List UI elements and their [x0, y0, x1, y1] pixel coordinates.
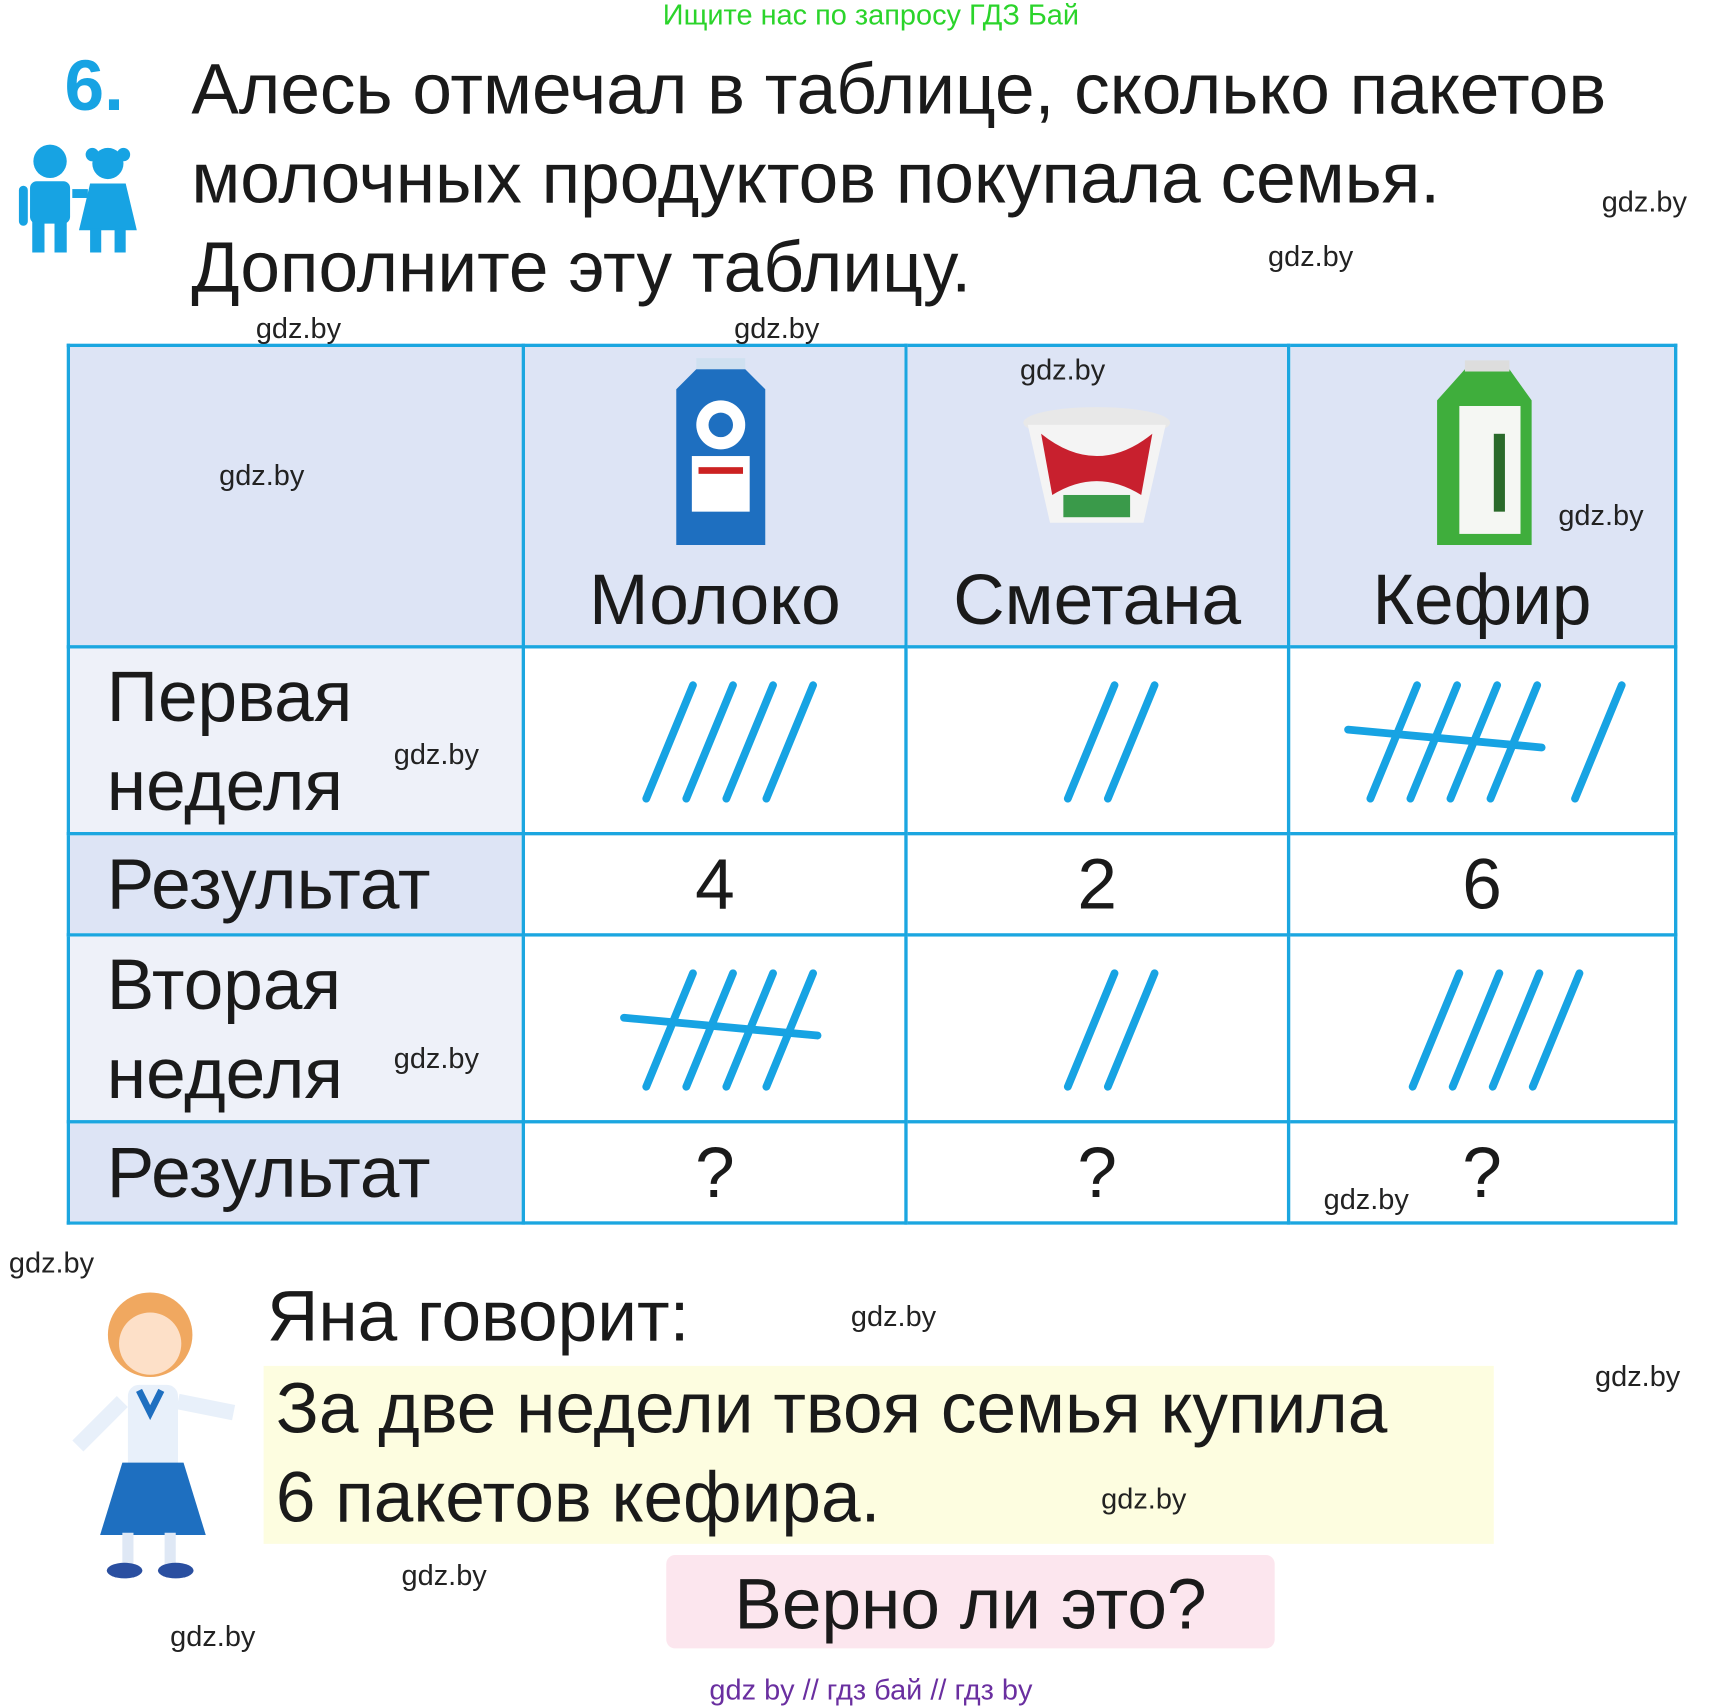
product-label: Кефир — [1372, 559, 1592, 640]
watermark: gdz.by — [1101, 1481, 1187, 1515]
tally-stroke — [646, 973, 693, 1086]
result-value: 4 — [524, 834, 906, 935]
milk-carton-icon — [654, 356, 776, 551]
tally-stroke — [1493, 973, 1540, 1086]
tally-cell — [524, 935, 906, 1122]
footer-links: gdz by // гдз бай // гдз by — [709, 1672, 1033, 1707]
task-line: молочных продуктов покупала семья. — [191, 137, 1441, 219]
task-number: 6. — [64, 45, 124, 126]
task-line: Алесь отмечал в таблице, сколько пакетов — [191, 48, 1607, 130]
tally-marks-6 — [1337, 673, 1626, 806]
label-line: неделя — [106, 1032, 343, 1113]
table-row-result2 — [68, 1122, 1675, 1223]
tally-cell — [906, 935, 1288, 1122]
tally-marks-2 — [986, 962, 1208, 1095]
tally-marks-2 — [986, 673, 1208, 806]
tally-cell — [1288, 935, 1675, 1122]
tally-marks-5 — [604, 962, 826, 1095]
kefir-carton-icon — [1421, 356, 1543, 551]
product-kefir — [1288, 345, 1675, 646]
watermark: gdz.by — [393, 1041, 479, 1075]
watermark: gdz.by — [1019, 352, 1106, 386]
tally-stroke — [1068, 685, 1115, 798]
header-row — [68, 345, 1675, 646]
watermark: gdz.by — [1323, 1182, 1409, 1216]
watermark: gdz.by — [1558, 498, 1644, 532]
girl-yana-illustration — [44, 1279, 255, 1579]
tally-marks-4 — [1371, 962, 1593, 1095]
tally-cell — [524, 647, 906, 834]
tally-stroke — [1371, 685, 1418, 798]
result-value: 6 — [1288, 834, 1675, 935]
label-line: Первая — [106, 655, 353, 736]
product-label: Молоко — [589, 559, 841, 640]
label-line: Вторая — [106, 943, 342, 1024]
search-hint-banner: Ищите нас по запросу ГДЗ Бай — [662, 0, 1080, 32]
tally-stroke — [1108, 685, 1155, 798]
tally-stroke — [1533, 973, 1580, 1086]
watermark: gdz.by — [170, 1619, 256, 1653]
result-unknown: ? — [1288, 1122, 1675, 1223]
tally-stroke — [1453, 973, 1500, 1086]
speaker-label: Яна говорит: — [266, 1275, 690, 1356]
corner-cell — [68, 345, 523, 646]
watermark: gdz.by — [401, 1558, 487, 1592]
speech-line: За две недели твоя семья купила — [275, 1368, 1388, 1449]
tally-stroke — [1413, 973, 1460, 1086]
row-label: Результат — [68, 834, 523, 935]
tally-marks-4 — [604, 673, 826, 806]
tally-stroke — [1108, 973, 1155, 1086]
tally-table — [67, 344, 1678, 1225]
tally-stroke — [1068, 973, 1115, 1086]
watermark: gdz.by — [219, 458, 305, 492]
result-unknown: ? — [524, 1122, 906, 1223]
watermark: gdz.by — [734, 311, 820, 345]
row-label: Результат — [68, 1122, 523, 1223]
tally-stroke — [646, 685, 693, 798]
watermark: gdz.by — [1601, 184, 1687, 219]
product-sour-cream — [906, 345, 1288, 646]
watermark: gdz.by — [1595, 1359, 1681, 1393]
table-row-week2 — [68, 935, 1675, 1122]
watermark: gdz.by — [8, 1245, 95, 1280]
tally-stroke — [686, 685, 733, 798]
product-label: Сметана — [953, 559, 1242, 640]
watermark: gdz.by — [255, 311, 342, 345]
tally-stroke — [1575, 685, 1622, 798]
tally-stroke — [766, 685, 813, 798]
kids-pair-icon — [17, 139, 145, 256]
tally-cell — [906, 647, 1288, 834]
result-unknown: ? — [906, 1122, 1288, 1223]
speech-text — [276, 1364, 1388, 1542]
watermark: gdz.by — [393, 737, 479, 771]
speech-line: 6 пакетов кефира. — [275, 1457, 881, 1538]
question-box: Верно ли это? — [666, 1555, 1274, 1648]
table-row-result1 — [68, 834, 1675, 935]
table-row-week1 — [68, 647, 1675, 834]
tally-stroke — [726, 685, 773, 798]
task-line: Дополните эту таблицу. — [191, 226, 972, 307]
watermark: gdz.by — [850, 1299, 937, 1333]
sour-cream-cup-icon — [1019, 400, 1175, 545]
row-label — [68, 935, 523, 1122]
watermark: gdz.by — [1268, 239, 1354, 273]
task-text — [191, 44, 1606, 311]
label-line: неделя — [106, 744, 343, 825]
tally-cell — [1288, 647, 1675, 834]
product-milk — [524, 345, 906, 646]
result-value: 2 — [906, 834, 1288, 935]
